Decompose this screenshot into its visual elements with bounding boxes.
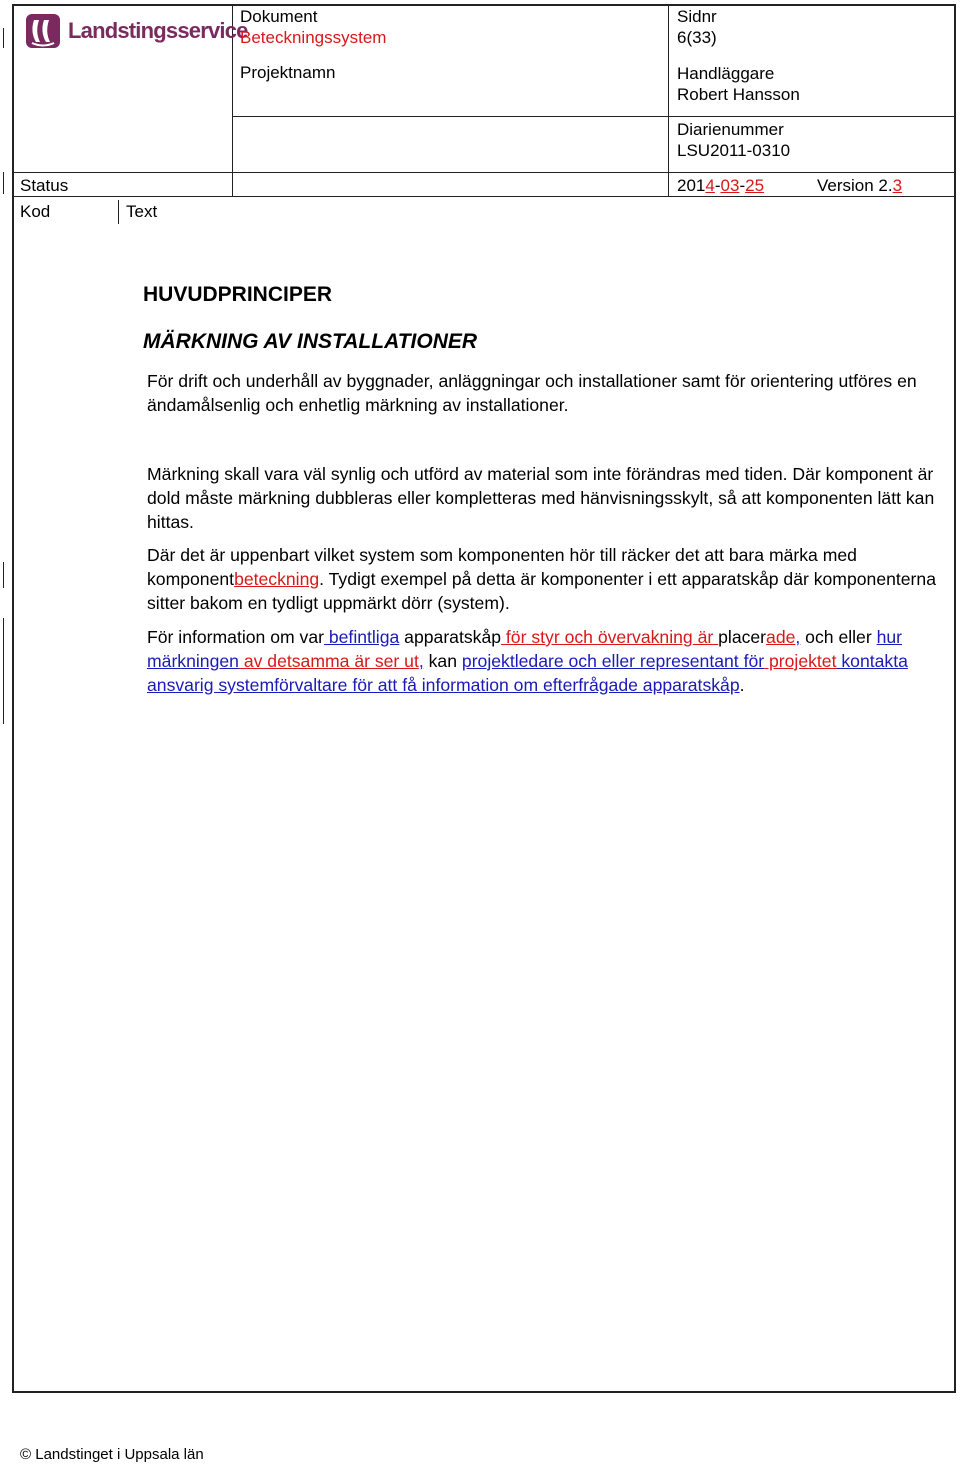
header-divider [118, 200, 119, 224]
text-run: apparatskåp [399, 627, 502, 647]
paragraph-text [147, 543, 952, 615]
change-bar [3, 618, 4, 724]
text-run: . Tydigt exempel på detta är komponenter i ett apparatskåp där komponenterna sitter bakom en tydligt uppmärkt dörr (system). [147, 569, 936, 613]
paragraph-text [147, 625, 952, 697]
logo-emblem-icon [24, 12, 64, 50]
header-divider [668, 4, 669, 196]
text-run: . [739, 675, 745, 695]
logo-wordmark: Landstingsservice [68, 18, 248, 43]
revised-text-run: av detsamma är ser ut [238, 651, 419, 671]
text-run: kan [423, 651, 462, 671]
date-fragment: - [739, 176, 746, 195]
text-run: Där det är uppenbart vilket system som komponenten hör till räcker det att bara märka med komponent [147, 545, 857, 589]
date-fragment-revised: 25 [745, 176, 765, 195]
text-run: placer [718, 627, 767, 647]
header-divider [12, 172, 956, 173]
text-run: För information om var [147, 627, 324, 647]
copyright-icon: © [20, 1446, 32, 1463]
document-date [677, 175, 764, 196]
inserted-text-run: kontakta ansvarig systemförvaltare för att få information om efterfrågade apparatskåp [147, 651, 908, 695]
text-label: Text [126, 202, 158, 221]
paragraph-information [147, 625, 952, 697]
revised-text-run: för styr och övervakning [501, 627, 693, 647]
revised-text-run: projektet [764, 651, 837, 671]
handlaggare-label: Handläggare [677, 64, 775, 83]
text-run: och eller [800, 627, 877, 647]
paragraph-system [147, 543, 952, 615]
diarienummer-value: LSU2011-0310 [677, 141, 791, 160]
dokument-value: Beteckningssystem [240, 28, 387, 47]
date-fragment-revised: 4 [705, 176, 715, 195]
date-fragment-revised: 03 [720, 176, 740, 195]
date-fragment: - [714, 176, 721, 195]
diarienummer-label: Diarienummer [677, 120, 784, 139]
change-bar [3, 172, 4, 194]
header-divider [12, 196, 956, 197]
footer-text: Landstinget i Uppsala län [35, 1446, 204, 1463]
section-subtitle: MÄRKNING AV INSTALLATIONER [143, 330, 478, 353]
paragraph-text: För drift och underhåll av byggnader, anläggningar och installationer samt för orientering utföres en ändamålsenlig och enhetlig märkning av installationer. [147, 371, 917, 415]
paragraph-text: Märkning skall vara väl synlig och utförd av material som inte förändras med tiden. Där komponent är dold måste märkning dubbleras eller kompletteras med hänvisningsskylt, så att komponenten lätt kan hittas. [147, 464, 935, 532]
revised-text-run: beteckning [234, 569, 320, 589]
dokument-label: Dokument [240, 7, 318, 26]
sidnr-value: 6(33) [677, 28, 717, 47]
change-bar [3, 28, 4, 48]
status-label: Status [20, 176, 69, 195]
section-title: HUVUDPRINCIPER [143, 283, 333, 306]
projektnamn-label: Projektnamn [240, 63, 336, 82]
handlaggare-value: Robert Hansson [677, 85, 800, 104]
page-footer [20, 1446, 204, 1463]
inserted-text-run: befintliga [323, 627, 400, 647]
paragraph-visibility [147, 462, 952, 534]
landstingsservice-logo [24, 12, 248, 50]
document-version [817, 175, 902, 196]
header-divider [668, 116, 956, 117]
kod-label: Kod [20, 202, 51, 221]
revised-text-run: är [692, 627, 719, 647]
version-prefix: Version 2. [817, 176, 893, 195]
inserted-text-run: , [795, 627, 801, 647]
inserted-text-run: projektledare och eller representant för [461, 651, 765, 671]
revised-text-run: ade [766, 627, 796, 647]
change-bar [3, 562, 4, 588]
header-divider [232, 116, 668, 117]
inserted-text-run: hur märkningen [147, 627, 903, 671]
inserted-text-run: , [418, 651, 424, 671]
paragraph-intro [147, 369, 952, 417]
date-fragment: 201 [677, 176, 706, 195]
version-suffix-revised: 3 [892, 176, 903, 195]
sidnr-label: Sidnr [677, 7, 717, 26]
